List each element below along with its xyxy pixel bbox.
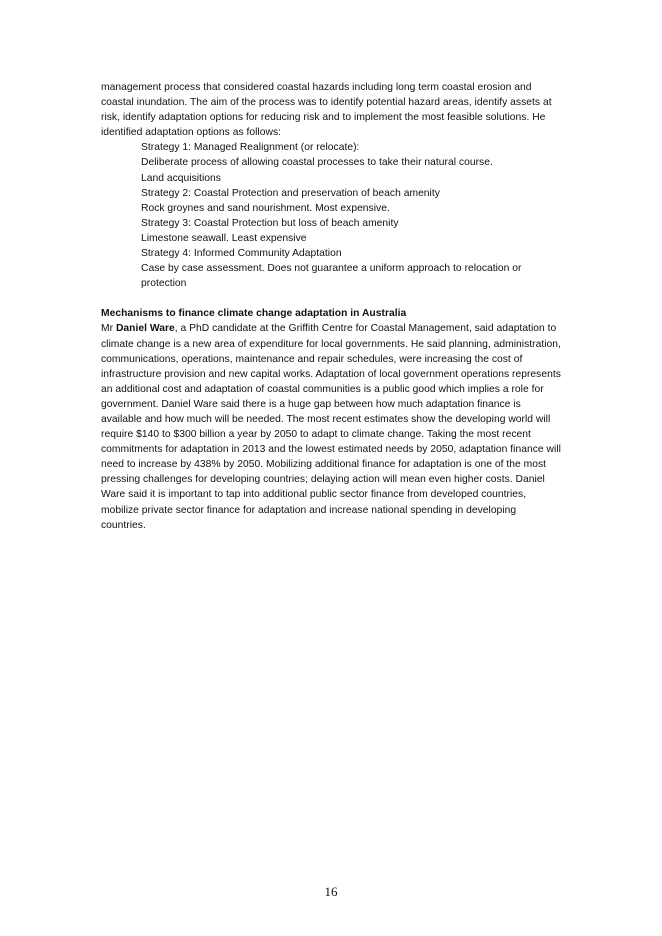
speaker-name: Daniel Ware [115, 323, 175, 335]
page-number: 16 [324, 884, 338, 899]
intro-paragraph: management process that considered coastal hazards including long term coastal erosion and coastal inundation. The aim of the process was to identify potential hazard areas, identify assets at risk, identify adaptation options for reducing risk and to implement the most feasible solutions. He identified adaptation options as follows: [101, 82, 552, 139]
strategy-2-title: Strategy 2: Coastal Protection and preservation of beach amenity [141, 187, 440, 199]
finance-paragraph-body: , a PhD candidate at the Griffith Centre for Coastal Management, said adaptation to climate change is a new area of expenditure for local governments. He said planning, administration, communications, operations, maintenance and repair schedules, were increasing the cost of infrastructure provision and new capital works. Adaptation of local government operations represents an additional cost and adaptation of coastal communities is a public good which implies a role for government. Daniel Ware said there is a huge gap between how much adaptation finance is available and how much will be needed. The most recent estimates show the developing world will require $140 to $300 billion a year by 2050 to adapt to climate change. Taking the most recent commitments for adaptation in 2013 and the lowest estimated needs by 2050, adaptation finance will need to increase by 438% by 2050. Mobilizing additional finance for adaptation is one of the most pressing challenges for developing countries; delaying action will mean even higher costs. Daniel Ware said it is important to tap into additional public sector finance from developed countries, mobilize private sector finance for adaptation and increase national spending in developing countries. [101, 323, 561, 531]
strategy-1-title: Strategy 1: Managed Realignment (or relocate): [141, 142, 360, 154]
finance-paragraph [101, 321, 563, 532]
strategy-1-detail: Deliberate process of allowing coastal processes to take their natural course. [141, 157, 493, 169]
section-heading: Mechanisms to finance climate change adaptation in Australia [101, 308, 407, 320]
strategy-2-detail: Rock groynes and sand nourishment. Most expensive. [141, 202, 390, 214]
strategy-4-detail: Case by case assessment. Does not guarantee a uniform approach to relocation or protection [141, 263, 522, 290]
adaptation-strategy-list [101, 140, 563, 291]
speaker-prefix: Mr [101, 323, 116, 335]
strategy-3-detail: Limestone seawall. Least expensive [141, 232, 307, 244]
strategy-4-title: Strategy 4: Informed Community Adaptation [141, 248, 342, 260]
body-text [101, 80, 563, 533]
strategy-3-title: Strategy 3: Coastal Protection but loss of beach amenity [141, 217, 399, 229]
strategy-1-detail-2: Land acquisitions [141, 172, 221, 184]
